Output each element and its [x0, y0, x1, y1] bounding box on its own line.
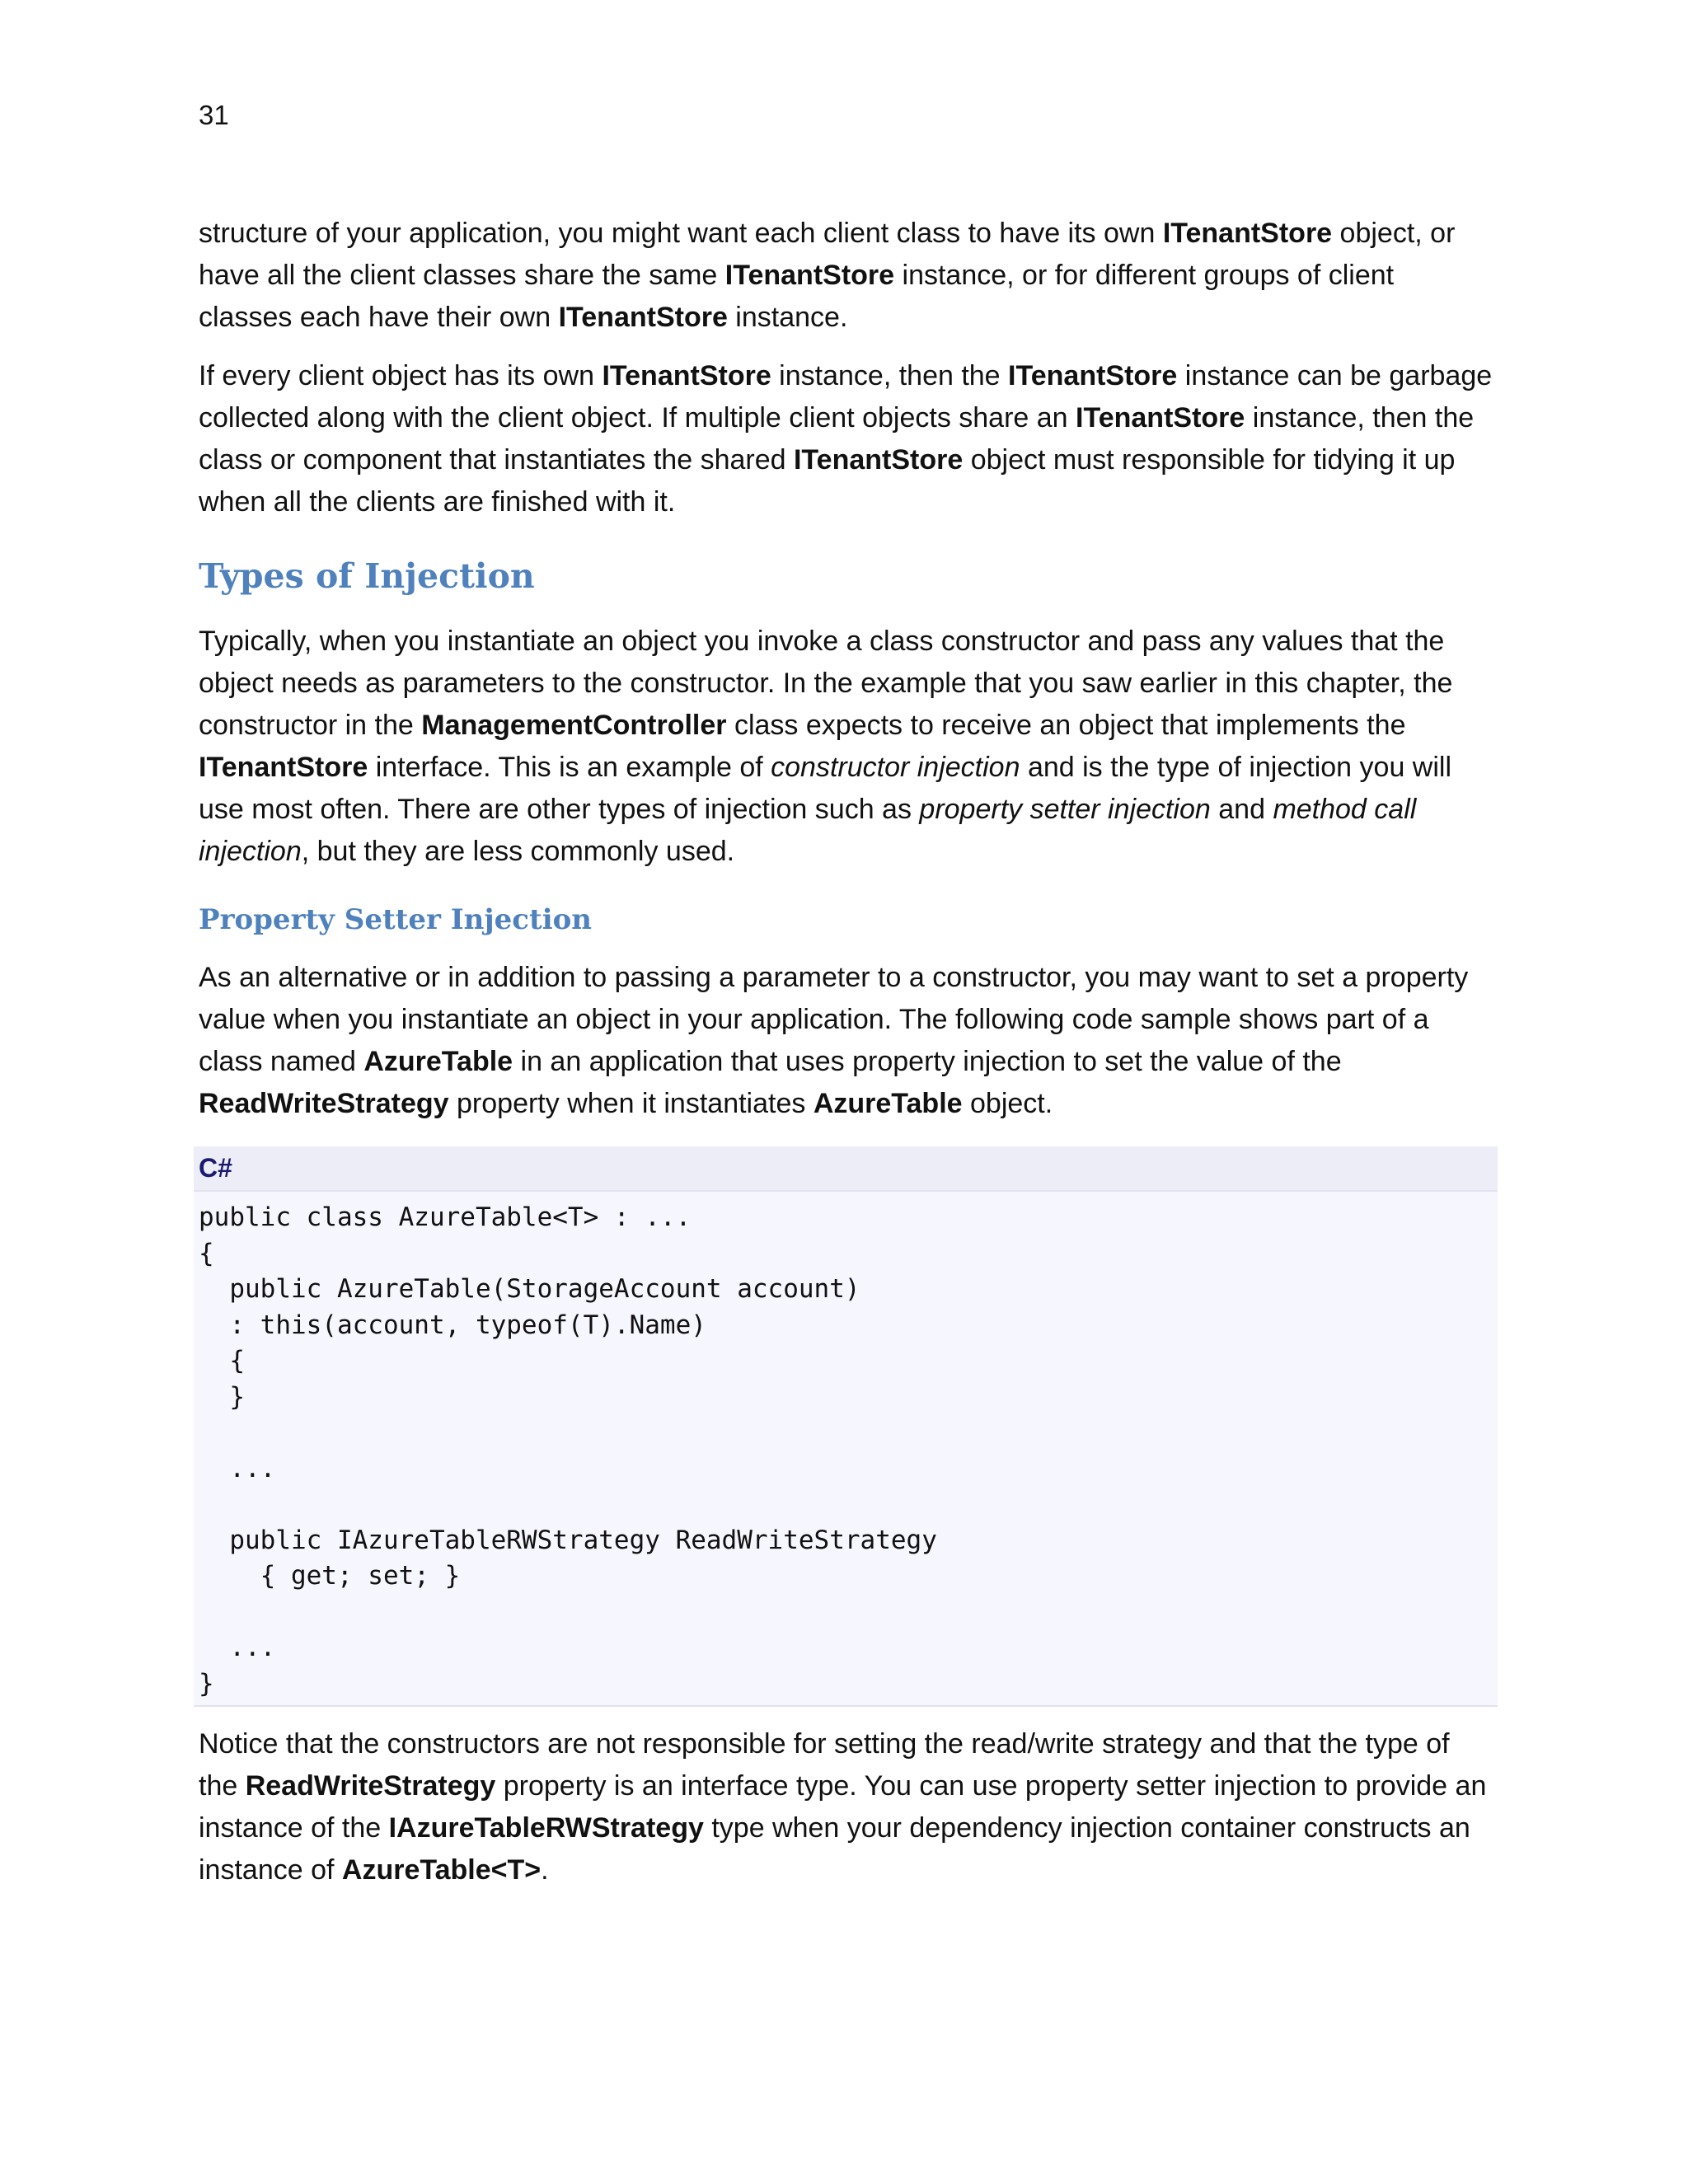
code-line: public class AzureTable<T> : ... — [199, 1202, 692, 1232]
italic-term: constructor injection — [771, 752, 1020, 783]
text-run: Typically, when you instantiate an object you invoke a class constructor and pass any values that the object needs as parameters to the constructor. In the example that you saw earlier in this chapter, the constructor in the — [199, 626, 1453, 741]
text-run: object. — [962, 1088, 1053, 1119]
text-run: object must responsible for tidying it up when all the clients are finished with it. — [199, 444, 1456, 518]
text-run: and — [1210, 794, 1273, 825]
code-line: public IAzureTableRWStrategy ReadWriteStrategy — [199, 1525, 937, 1555]
heading-property-setter-injection: Property Setter Injection — [199, 903, 593, 936]
bold-term: ITenantStore — [1076, 402, 1245, 434]
code-line: { get; set; } — [199, 1561, 461, 1591]
paragraph-read-write-strategy-note — [199, 1723, 1493, 1891]
bold-term: ITenantStore — [1162, 218, 1333, 249]
bold-term: ITenantStore — [1008, 360, 1178, 391]
code-line: : this(account, typeof(T).Name) — [199, 1310, 706, 1340]
text-run: . — [541, 1854, 549, 1886]
bold-term: ITenantStore — [793, 444, 964, 476]
text-run: property when it instantiates — [448, 1088, 814, 1119]
bold-term: AzureTable<T> — [341, 1854, 542, 1886]
bold-term: ReadWriteStrategy — [199, 1088, 449, 1119]
text-run: instance. — [727, 302, 848, 333]
bold-term: ManagementController — [421, 710, 727, 741]
text-run: in an application that uses property injection to set the value of the — [513, 1046, 1342, 1077]
bold-term: ITenantStore — [558, 302, 728, 333]
text-run: instance, then the class or component that instantiates the shared — [199, 402, 1475, 476]
code-line: ... — [199, 1453, 276, 1483]
paragraph-constructor-injection — [199, 621, 1493, 873]
heading-types-of-injection: Types of Injection — [199, 556, 535, 596]
text-run: If every client object has its own — [199, 360, 603, 391]
bold-term: ITenantStore — [724, 260, 895, 291]
code-line — [199, 1487, 1493, 1523]
code-line: } — [199, 1381, 245, 1412]
bold-term: AzureTable — [813, 1088, 963, 1119]
code-line: } — [199, 1668, 214, 1699]
body-column — [199, 213, 1493, 1908]
page-number: 31 — [199, 100, 229, 130]
text-run: , but they are less commonly used. — [301, 836, 735, 867]
paragraph-property-injection-intro — [199, 957, 1493, 1125]
paragraph-garbage-collection — [199, 355, 1493, 523]
paragraph-tenant-store-structure — [199, 213, 1493, 339]
text-run: type when your dependency injection container constructs an instance of — [199, 1812, 1470, 1886]
bold-term: ITenantStore — [602, 360, 771, 391]
bold-term: ReadWriteStrategy — [245, 1770, 496, 1802]
code-language-label: C# — [194, 1146, 1498, 1192]
text-run: instance, then the — [771, 360, 1009, 391]
text-run: property is an interface type. You can use property setter injection to provide an instance of the — [199, 1770, 1487, 1844]
text-run: object, or have all the client classes share the same — [199, 218, 1456, 291]
italic-term: method call injection — [199, 794, 1417, 867]
code-sample — [194, 1146, 1498, 1707]
text-run: structure of your application, you might want each client class to have its own — [199, 218, 1163, 249]
text-run: class expects to receive an object that implements the — [726, 710, 1406, 741]
bold-term: IAzureTableRWStrategy — [388, 1812, 704, 1844]
text-run: instance, or for different groups of client classes each have their own — [199, 260, 1395, 333]
code-line: ... — [199, 1633, 276, 1662]
text-run: instance can be garbage collected along with the client object. If multiple client objects share an — [199, 360, 1493, 434]
text-run: Notice that the constructors are not responsible for setting the read/write strategy and that the type of the — [199, 1728, 1450, 1802]
code-line: public AzureTable(StorageAccount account) — [199, 1274, 860, 1304]
italic-term: property setter injection — [919, 794, 1211, 825]
code-line: { — [199, 1346, 245, 1376]
code-line — [199, 1595, 1493, 1631]
text-run: and is the type of injection you will use most often. There are other types of injection such as — [199, 752, 1452, 825]
code-line — [199, 1415, 1493, 1451]
bold-term: ITenantStore — [199, 752, 368, 783]
bold-term: AzureTable — [363, 1046, 513, 1077]
text-run: As an alternative or in addition to passing a parameter to a constructor, you may want to set a property value when you instantiate an object in your application. The following code sample shows part of a class named — [199, 962, 1469, 1077]
code-line: { — [199, 1238, 214, 1268]
code-body — [194, 1192, 1498, 1705]
text-run: interface. This is an example of — [368, 752, 771, 783]
